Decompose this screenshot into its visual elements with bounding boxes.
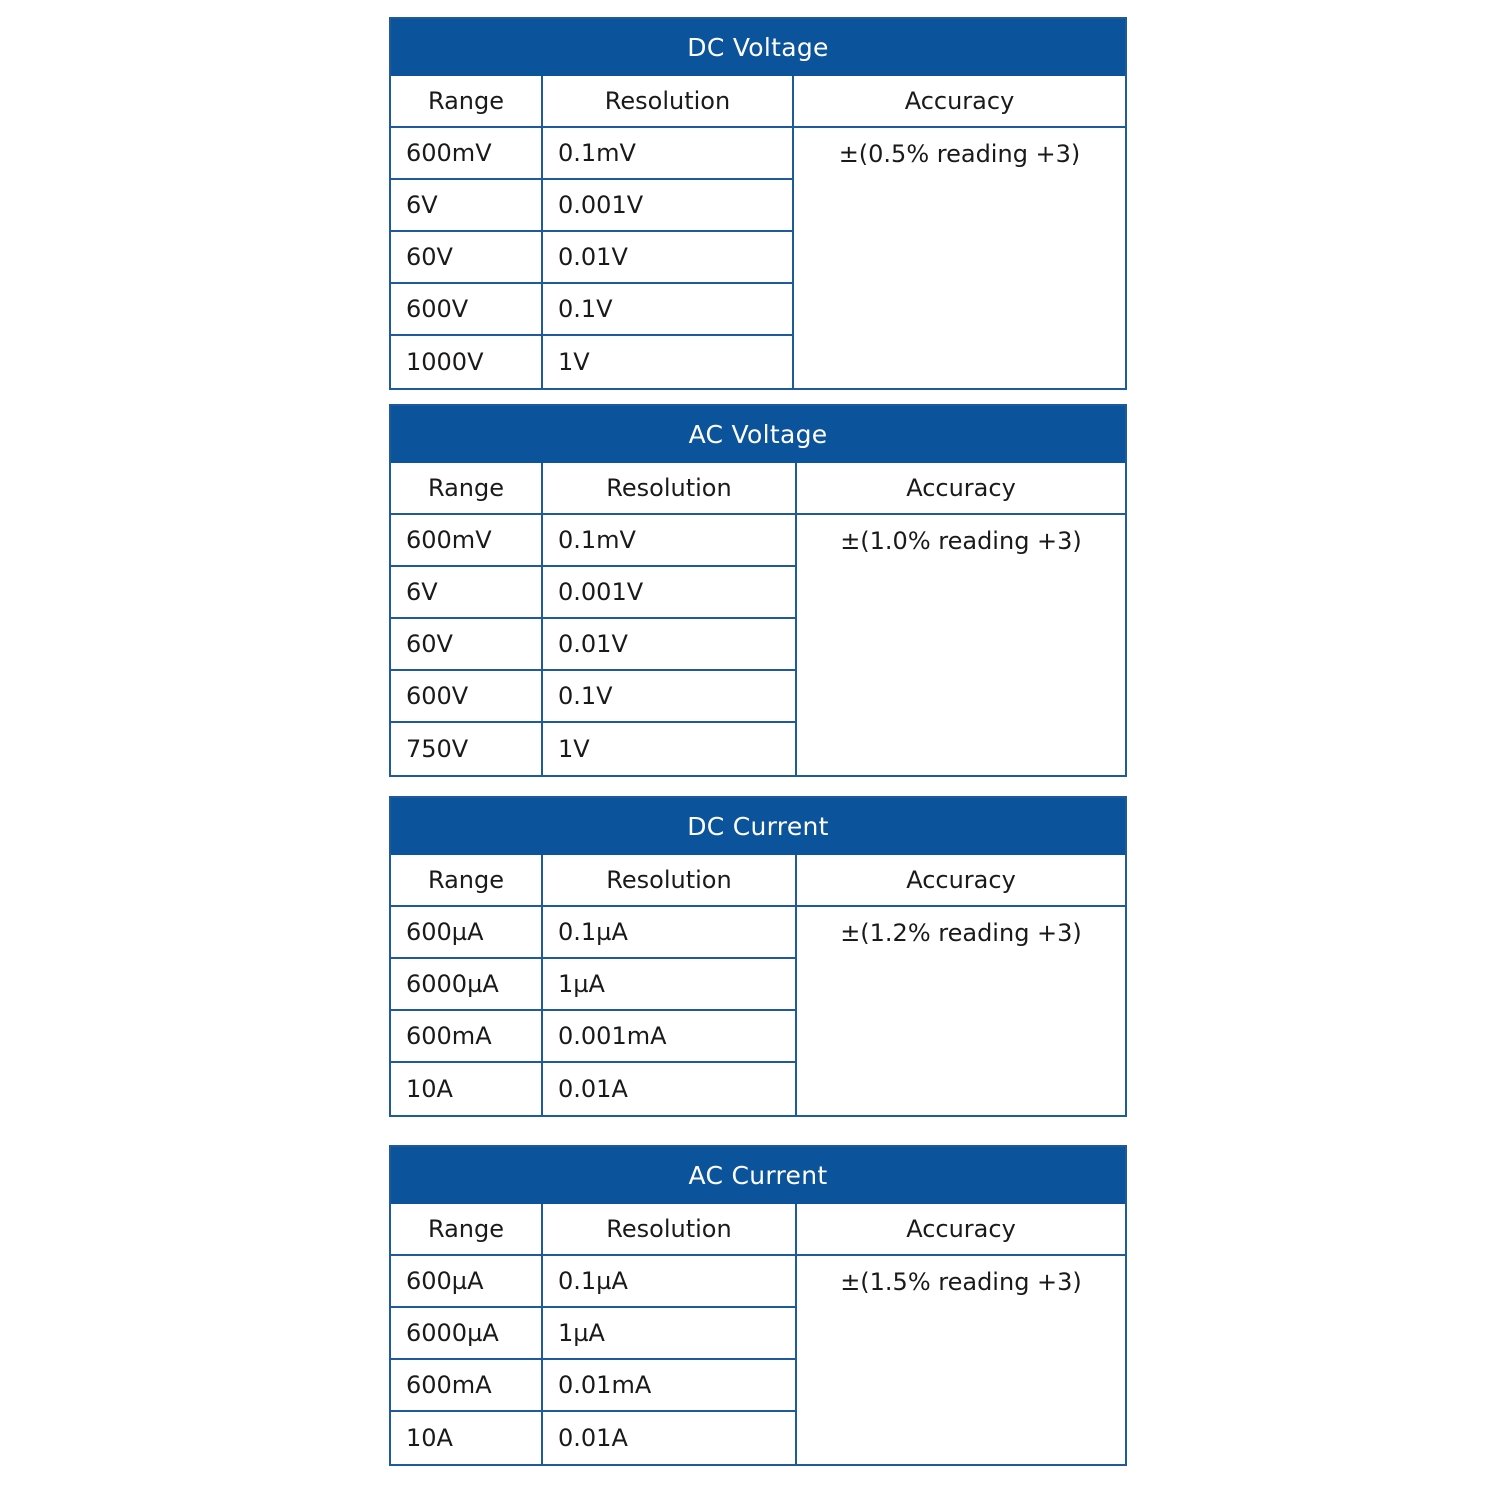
range-cell: 6000µA [391,1308,543,1360]
range-cell: 6000µA [391,959,543,1011]
accuracy-cell: ±(1.5% reading +3) [840,1268,1082,1296]
table-title: AC Voltage [391,406,1125,463]
header-accuracy: Accuracy [794,76,1125,128]
resolution-cell: 0.01V [543,619,797,671]
resolution-cell: 1µA [543,1308,797,1360]
header-range: Range [391,463,543,515]
table-title: AC Current [391,1147,1125,1204]
range-cell: 6V [391,567,543,619]
resolution-cell: 0.01V [543,232,794,284]
resolution-cell: 0.01A [543,1063,797,1115]
resolution-cell: 1V [543,723,797,775]
resolution-cell: 1V [543,336,794,388]
resolution-cell: 0.001V [543,567,797,619]
resolution-cell: 0.1mV [543,515,797,567]
range-cell: 600mA [391,1011,543,1063]
range-cell: 600V [391,284,543,336]
resolution-cell: 0.01mA [543,1360,797,1412]
header-range: Range [391,1204,543,1256]
resolution-cell: 0.01A [543,1412,797,1464]
header-resolution: Resolution [543,76,794,128]
range-cell: 10A [391,1412,543,1464]
range-cell: 6V [391,180,543,232]
table-title: DC Current [391,798,1125,855]
range-cell: 600mA [391,1360,543,1412]
range-cell: 600µA [391,1256,543,1308]
header-accuracy: Accuracy [797,1204,1125,1256]
header-resolution: Resolution [543,1204,797,1256]
resolution-cell: 0.1µA [543,1256,797,1308]
range-cell: 600mV [391,128,543,180]
header-resolution: Resolution [543,855,797,907]
accuracy-cell: ±(1.2% reading +3) [840,919,1082,947]
range-cell: 600mV [391,515,543,567]
spec-table-ac-voltage [389,404,1127,777]
spec-table-dc-voltage [389,17,1127,390]
resolution-cell: 0.1mV [543,128,794,180]
resolution-cell: 0.001V [543,180,794,232]
resolution-cell: 0.1V [543,284,794,336]
range-cell: 600µA [391,907,543,959]
resolution-cell: 0.1µA [543,907,797,959]
resolution-cell: 0.1V [543,671,797,723]
accuracy-cell: ±(1.0% reading +3) [840,527,1082,555]
header-accuracy: Accuracy [797,855,1125,907]
range-cell: 10A [391,1063,543,1115]
spec-table-dc-current [389,796,1127,1117]
resolution-cell: 0.001mA [543,1011,797,1063]
spec-table-ac-current [389,1145,1127,1466]
table-title: DC Voltage [391,19,1125,76]
header-resolution: Resolution [543,463,797,515]
range-cell: 600V [391,671,543,723]
accuracy-cell: ±(0.5% reading +3) [838,140,1081,168]
header-accuracy: Accuracy [797,463,1125,515]
range-cell: 1000V [391,336,543,388]
range-cell: 60V [391,232,543,284]
header-range: Range [391,855,543,907]
header-range: Range [391,76,543,128]
range-cell: 60V [391,619,543,671]
resolution-cell: 1µA [543,959,797,1011]
range-cell: 750V [391,723,543,775]
